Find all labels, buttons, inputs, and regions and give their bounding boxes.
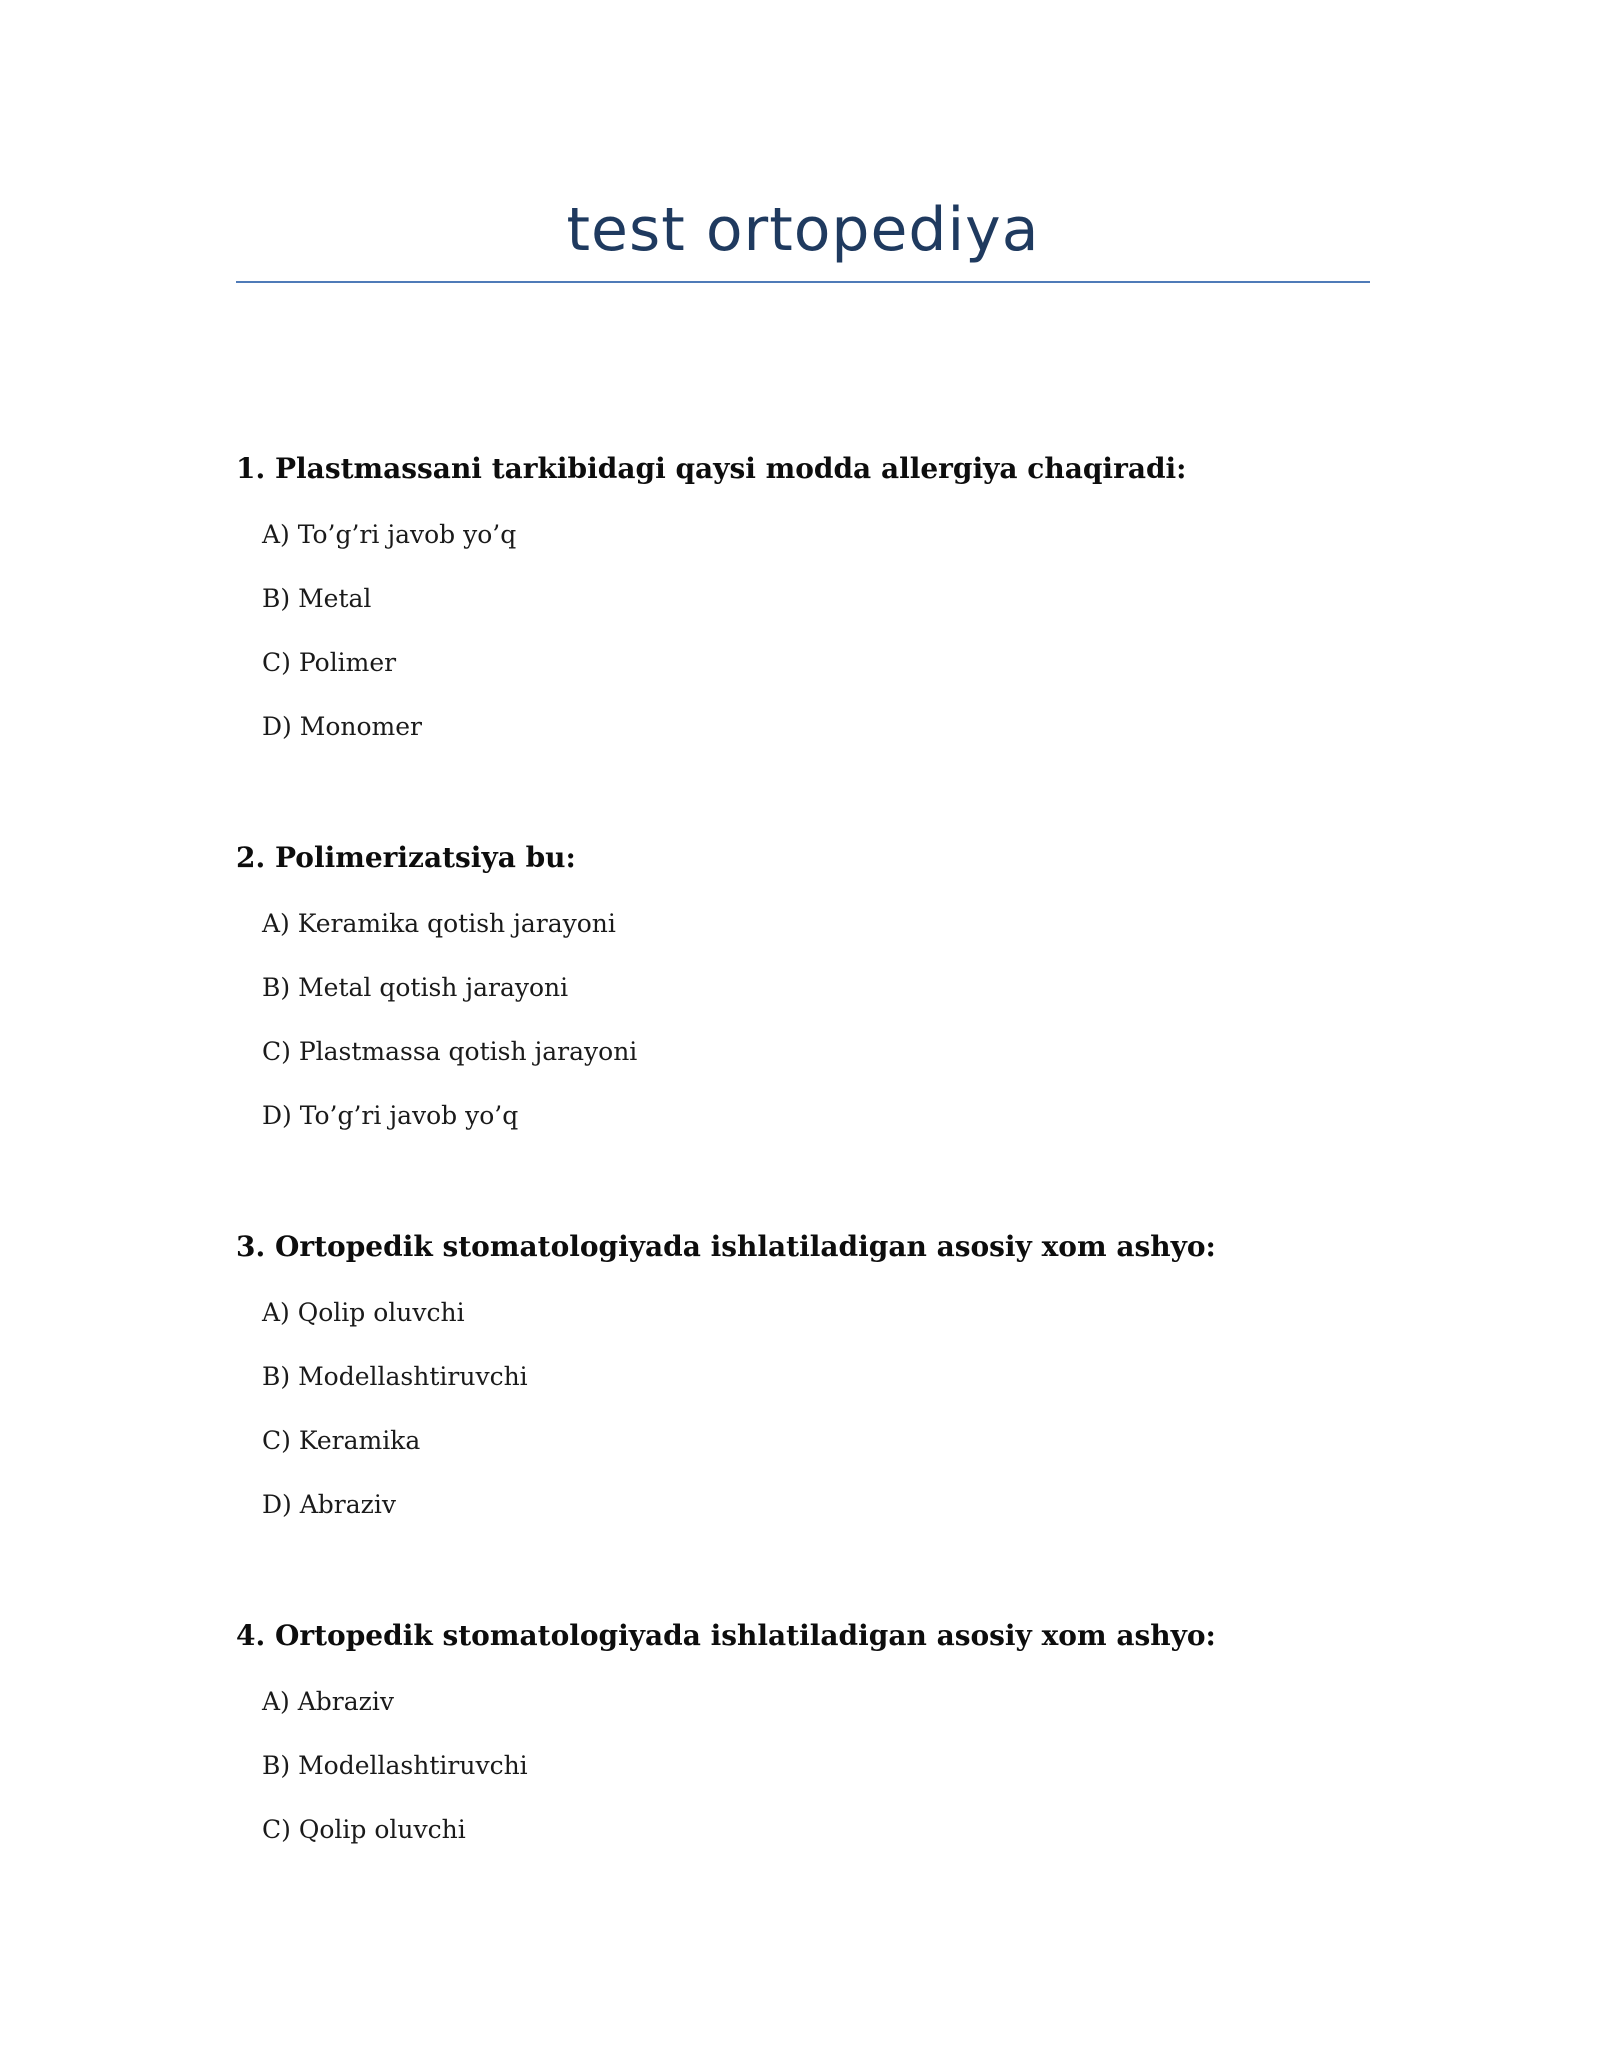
answer-option-a: A) Abraziv xyxy=(262,1687,394,1716)
question-text: 3. Ortopedik stomatologiyada ishlatiladigan asosiy xom ashyo: xyxy=(236,1230,1216,1263)
answer-option-c: C) Qolip oluvchi xyxy=(262,1815,466,1844)
answer-options xyxy=(236,1684,1436,1876)
answer-option-d: D) To’g’ri javob yo’q xyxy=(262,1101,519,1130)
document-title: test ortopediya xyxy=(566,195,1040,265)
answer-option-c: C) Plastmassa qotish jarayoni xyxy=(262,1037,638,1066)
answer-option-b: B) Modellashtiruvchi xyxy=(262,1751,528,1780)
answer-option-d: D) Monomer xyxy=(262,712,422,741)
answer-options xyxy=(236,517,1436,773)
question-1 xyxy=(236,449,1436,773)
question-text: 1. Plastmassani tarkibidagi qaysi modda allergiya chaqiradi: xyxy=(236,452,1187,485)
title-underline xyxy=(236,281,1370,283)
answer-options xyxy=(236,1295,1436,1551)
answer-option-d: D) Abraziv xyxy=(262,1490,396,1519)
answer-option-c: C) Polimer xyxy=(262,648,397,677)
answer-option-a: A) Qolip oluvchi xyxy=(262,1298,465,1327)
question-text: 4. Ortopedik stomatologiyada ishlatiladigan asosiy xom ashyo: xyxy=(236,1619,1216,1652)
answer-option-a: A) Keramika qotish jarayoni xyxy=(262,909,616,938)
question-4 xyxy=(236,1616,1436,1876)
answer-option-b: B) Metal qotish jarayoni xyxy=(262,973,569,1002)
answer-option-a: A) To’g’ri javob yo’q xyxy=(262,520,517,549)
question-text: 2. Polimerizatsiya bu: xyxy=(236,841,576,874)
answer-option-c: C) Keramika xyxy=(262,1426,421,1455)
answer-options xyxy=(236,906,1436,1162)
answer-option-b: B) Metal xyxy=(262,584,372,613)
answer-option-b: B) Modellashtiruvchi xyxy=(262,1362,528,1391)
question-3 xyxy=(236,1227,1436,1551)
question-2 xyxy=(236,838,1436,1162)
